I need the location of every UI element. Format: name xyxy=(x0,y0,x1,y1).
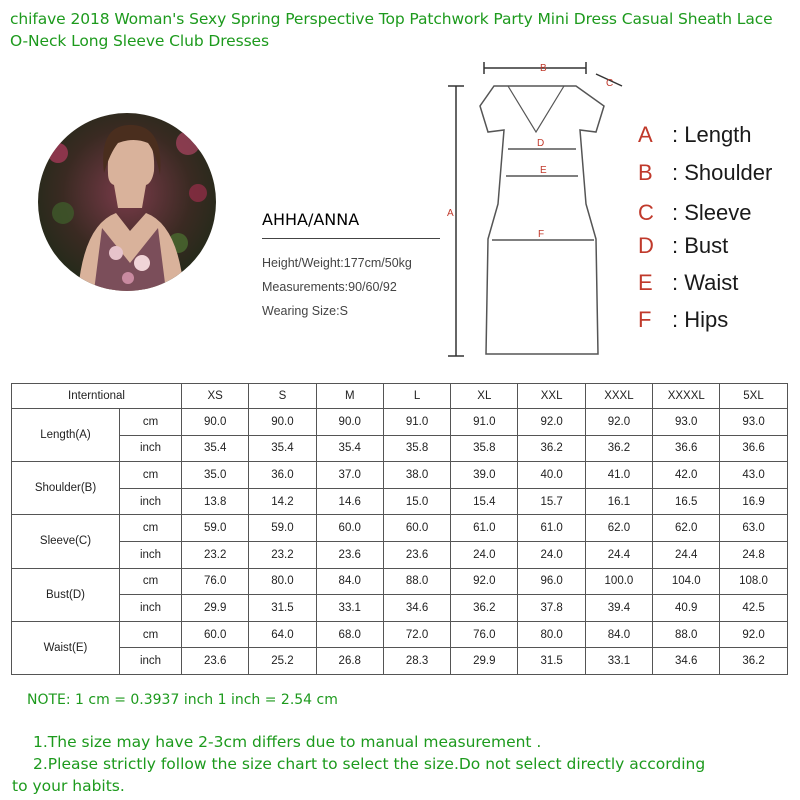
model-wearing-size: Wearing Size:S xyxy=(262,304,348,318)
value-cell: 35.4 xyxy=(249,435,316,462)
value-cell: 60.0 xyxy=(383,515,450,542)
value-cell: 34.6 xyxy=(653,648,720,675)
label-f: F xyxy=(538,229,545,240)
table-row xyxy=(12,488,788,515)
measure-name: Shoulder(B) xyxy=(12,462,120,515)
value-cell: 90.0 xyxy=(316,409,383,436)
value-cell: 25.2 xyxy=(249,648,316,675)
value-cell: 15.0 xyxy=(383,488,450,515)
legend-label: Length xyxy=(684,122,752,147)
value-cell: 104.0 xyxy=(653,568,720,595)
unit-cell: inch xyxy=(120,595,182,622)
value-cell: 23.2 xyxy=(182,541,249,568)
legend-item-hips: F : Hips xyxy=(638,307,729,332)
value-cell: 42.5 xyxy=(720,595,787,622)
value-cell: 72.0 xyxy=(383,621,450,648)
value-cell: 92.0 xyxy=(720,621,787,648)
header-size: XS xyxy=(182,384,249,409)
value-cell: 88.0 xyxy=(653,621,720,648)
legend-key: F xyxy=(638,307,652,332)
value-cell: 84.0 xyxy=(316,568,383,595)
value-cell: 76.0 xyxy=(451,621,518,648)
legend-item-bust: D : Bust xyxy=(638,233,729,258)
value-cell: 33.1 xyxy=(585,648,652,675)
unit-cell: cm xyxy=(120,568,182,595)
table-row xyxy=(12,568,788,595)
rule-3: to your habits. xyxy=(12,777,125,795)
measure-name: Bust(D) xyxy=(12,568,120,621)
legend-label: Waist xyxy=(684,270,739,295)
value-cell: 93.0 xyxy=(720,409,787,436)
value-cell: 23.2 xyxy=(249,541,316,568)
value-cell: 37.8 xyxy=(518,595,585,622)
legend-item-sleeve: C : Sleeve xyxy=(638,200,752,225)
value-cell: 93.0 xyxy=(653,409,720,436)
table-row xyxy=(12,595,788,622)
value-cell: 36.2 xyxy=(720,648,787,675)
measure-name: Waist(E) xyxy=(12,621,120,674)
value-cell: 90.0 xyxy=(182,409,249,436)
value-cell: 23.6 xyxy=(383,541,450,568)
value-cell: 29.9 xyxy=(182,595,249,622)
value-cell: 64.0 xyxy=(249,621,316,648)
dress-outline xyxy=(480,86,604,354)
table-row xyxy=(12,541,788,568)
value-cell: 91.0 xyxy=(383,409,450,436)
model-name: AHHA/ANNA xyxy=(262,210,360,229)
unit-cell: cm xyxy=(120,462,182,489)
value-cell: 92.0 xyxy=(518,409,585,436)
legend-label: Hips xyxy=(684,307,729,332)
unit-cell: inch xyxy=(120,435,182,462)
header-size: XXXL xyxy=(585,384,652,409)
unit-cell: inch xyxy=(120,488,182,515)
value-cell: 15.7 xyxy=(518,488,585,515)
legend-label: Shoulder xyxy=(684,160,773,185)
unit-cell: cm xyxy=(120,409,182,436)
header-international: Interntional xyxy=(12,384,182,409)
value-cell: 60.0 xyxy=(316,515,383,542)
value-cell: 35.0 xyxy=(182,462,249,489)
product-title: chifave 2018 Woman's Sexy Spring Perspective Top Patchwork Party Mini Dress Casual Sheath Lace O-Neck Long Sleeve Club Dresses xyxy=(10,10,773,50)
value-cell: 36.6 xyxy=(653,435,720,462)
value-cell: 90.0 xyxy=(249,409,316,436)
value-cell: 92.0 xyxy=(451,568,518,595)
legend-key: B xyxy=(638,160,653,185)
value-cell: 96.0 xyxy=(518,568,585,595)
value-cell: 29.9 xyxy=(451,648,518,675)
value-cell: 92.0 xyxy=(585,409,652,436)
header-size: M xyxy=(316,384,383,409)
table-row xyxy=(12,435,788,462)
legend-item-shoulder: B : Shoulder xyxy=(638,160,773,185)
label-d: D xyxy=(537,138,545,149)
rule-2: 2.Please strictly follow the size chart to select the size.Do not select directly according xyxy=(33,755,706,773)
value-cell: 76.0 xyxy=(182,568,249,595)
value-cell: 15.4 xyxy=(451,488,518,515)
label-c: C xyxy=(606,78,614,89)
value-cell: 13.8 xyxy=(182,488,249,515)
value-cell: 24.0 xyxy=(518,541,585,568)
measure-name: Length(A) xyxy=(12,409,120,462)
model-measurements: Measurements:90/60/92 xyxy=(262,280,397,294)
value-cell: 16.9 xyxy=(720,488,787,515)
value-cell: 36.6 xyxy=(720,435,787,462)
value-cell: 61.0 xyxy=(451,515,518,542)
legend-key: E xyxy=(638,270,653,295)
header-size: 5XL xyxy=(720,384,787,409)
value-cell: 23.6 xyxy=(182,648,249,675)
value-cell: 36.2 xyxy=(451,595,518,622)
value-cell: 68.0 xyxy=(316,621,383,648)
value-cell: 91.0 xyxy=(451,409,518,436)
model-photo xyxy=(38,113,216,291)
value-cell: 42.0 xyxy=(653,462,720,489)
value-cell: 35.4 xyxy=(316,435,383,462)
value-cell: 38.0 xyxy=(383,462,450,489)
header-size: L xyxy=(383,384,450,409)
value-cell: 24.4 xyxy=(585,541,652,568)
size-header-row xyxy=(12,384,788,409)
value-cell: 80.0 xyxy=(249,568,316,595)
value-cell: 40.0 xyxy=(518,462,585,489)
dress-diagram xyxy=(436,54,636,368)
label-e: E xyxy=(540,165,547,176)
value-cell: 60.0 xyxy=(182,621,249,648)
value-cell: 23.6 xyxy=(316,541,383,568)
model-divider xyxy=(262,238,440,239)
unit-cell: inch xyxy=(120,648,182,675)
legend-key: D xyxy=(638,233,654,258)
unit-note: NOTE: 1 cm = 0.3937 inch 1 inch = 2.54 cm xyxy=(27,692,338,708)
measure-name: Sleeve(C) xyxy=(12,515,120,568)
header-size: S xyxy=(249,384,316,409)
unit-cell: cm xyxy=(120,621,182,648)
value-cell: 33.1 xyxy=(316,595,383,622)
value-cell: 62.0 xyxy=(585,515,652,542)
table-row xyxy=(12,409,788,436)
header-size: XXXXL xyxy=(653,384,720,409)
value-cell: 36.2 xyxy=(585,435,652,462)
label-b: B xyxy=(540,63,547,74)
value-cell: 35.4 xyxy=(182,435,249,462)
value-cell: 14.6 xyxy=(316,488,383,515)
value-cell: 59.0 xyxy=(182,515,249,542)
value-cell: 31.5 xyxy=(518,648,585,675)
value-cell: 61.0 xyxy=(518,515,585,542)
table-row xyxy=(12,621,788,648)
value-cell: 80.0 xyxy=(518,621,585,648)
legend-item-length: A : Length xyxy=(638,122,752,147)
value-cell: 59.0 xyxy=(249,515,316,542)
value-cell: 108.0 xyxy=(720,568,787,595)
value-cell: 16.5 xyxy=(653,488,720,515)
value-cell: 35.8 xyxy=(383,435,450,462)
unit-cell: cm xyxy=(120,515,182,542)
value-cell: 88.0 xyxy=(383,568,450,595)
rule-1: 1.The size may have 2-3cm differs due to manual measurement . xyxy=(33,733,542,751)
value-cell: 40.9 xyxy=(653,595,720,622)
header-size: XXL xyxy=(518,384,585,409)
table-row xyxy=(12,515,788,542)
table-row xyxy=(12,648,788,675)
value-cell: 43.0 xyxy=(720,462,787,489)
value-cell: 14.2 xyxy=(249,488,316,515)
size-chart xyxy=(11,383,788,675)
table-row xyxy=(12,462,788,489)
value-cell: 84.0 xyxy=(585,621,652,648)
value-cell: 26.8 xyxy=(316,648,383,675)
value-cell: 31.5 xyxy=(249,595,316,622)
legend-item-waist: E : Waist xyxy=(638,270,739,295)
label-a: A xyxy=(447,208,454,219)
legend-label: Sleeve xyxy=(684,200,752,225)
value-cell: 100.0 xyxy=(585,568,652,595)
value-cell: 28.3 xyxy=(383,648,450,675)
legend-key: C xyxy=(638,200,654,225)
value-cell: 39.0 xyxy=(451,462,518,489)
value-cell: 39.4 xyxy=(585,595,652,622)
value-cell: 34.6 xyxy=(383,595,450,622)
value-cell: 35.8 xyxy=(451,435,518,462)
value-cell: 63.0 xyxy=(720,515,787,542)
value-cell: 24.0 xyxy=(451,541,518,568)
value-cell: 41.0 xyxy=(585,462,652,489)
value-cell: 62.0 xyxy=(653,515,720,542)
value-cell: 16.1 xyxy=(585,488,652,515)
value-cell: 24.8 xyxy=(720,541,787,568)
legend-key: A xyxy=(638,122,653,147)
value-cell: 37.0 xyxy=(316,462,383,489)
unit-cell: inch xyxy=(120,541,182,568)
value-cell: 36.2 xyxy=(518,435,585,462)
header-size: XL xyxy=(451,384,518,409)
value-cell: 36.0 xyxy=(249,462,316,489)
value-cell: 24.4 xyxy=(653,541,720,568)
model-height-weight: Height/Weight:177cm/50kg xyxy=(262,256,412,270)
legend-label: Bust xyxy=(684,233,729,258)
